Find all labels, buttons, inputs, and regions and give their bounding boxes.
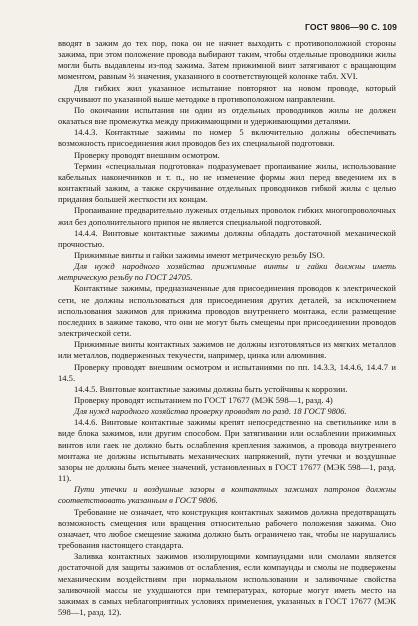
clause-14-4-4: 14.4.4. Винтовые контактные зажимы должны обладать достаточной механической прочностью. xyxy=(58,227,396,249)
document-body xyxy=(58,38,396,618)
paragraph: Контактные зажимы, предназначенные для присоединения проводов к электрической сети, не должны использоваться для присоединения других деталей, за исключением использования зажимов для прижима проводов внутреннего монтажа, если размещение последних в зажиме таково, что они не могут быть смещены при присоединении проводов электрической сети. xyxy=(58,283,396,339)
clause-14-4-5: 14.4.5. Винтовые контактные зажимы должны быть устойчивы к коррозии. xyxy=(74,383,348,394)
paragraph: Требование не означает, что конструкция контактных зажимов должна предотвращать возможность смещения или вращения относительно рабочего положения зажима. Оно означает, что любое смещение зажима должно быть ограничено так, чтобы не нарушались требования настоящего стандарта. xyxy=(58,506,396,551)
paragraph: вводят в зажим до тех пор, пока он не начнет выходить с противоположной стороны зажима, при этом положение провода выбирают таким, чтобы отдельные проводники жилы могли быть выдавлены из-под зажима. Затем прижимной винт затягивают с вращающим моментом, равным ⅔ значения, указанного в соответствующей колонке табл. XVI. xyxy=(58,38,396,82)
italic-note: Пути утечки и воздушные зазоры в контактных зажимах патронов должны соответствовать указанным в ГОСТ 9806. xyxy=(58,484,396,506)
paragraph: Прижимные винты контактных зажимов не должны изготовляться из мягких металлов или металлов, подверженных текучести, например, цинка или алюминия. xyxy=(58,339,396,361)
paragraph: Для гибких жил указанное испытание повторяют на новом проводе, который скручивают по указанной выше методике в противоположном направлении. xyxy=(58,82,396,104)
paragraph: Проверку проводят внешним осмотром и испытаниями по пп. 14.3.3, 14.4.6, 14.4.7 и 14.5. xyxy=(58,361,396,383)
paragraph: Термин «специальная подготовка» подразумевает пропаивание жилы, использование кабельных наконечников и т. п., но не изменение формы жил перед введением их в контактный зажим, а также скручивание отдельных проводников гибкой жилы с целью придания большей жесткости их концам. xyxy=(58,160,396,205)
paragraph: По окончании испытания ни один из отдельных проводников жилы не должен оказаться вне промежутка между прижимающими и удерживающими деталями. xyxy=(58,104,396,127)
clause-14-4-6: 14.4.6. Винтовые контактные зажимы крепят непосредственно на светильнике или в виде блока зажимов, или другим способом. При затягивании или ослаблении прижимных винтов или гаек не должно быть ослабления крепления зажимов, а провода внутреннего монтажа не должны испытывать механических напряжений, пути утечки и воздушные зазоры не должны быть менее значений, установленных в ГОСТ 17677 (МЭК 598—1, разд. 11). xyxy=(58,417,396,484)
paragraph: Проверку проводят внешним осмотром. xyxy=(74,149,220,160)
clause-14-4-3: 14.4.3. Контактные зажимы по номер 5 включительно должны обеспечивать возможность присоединения жил проводов без их специальной подготовки. xyxy=(58,127,396,149)
paragraph: Проверку проводят испытанием по ГОСТ 17677 (МЭК 598—1, разд. 4) xyxy=(74,395,333,405)
paragraph: Пропаивание предварительно луженых отдельных проволок гибких многопроволочных жил без дополнительного припоя не является специальной подготовкой. xyxy=(58,205,396,227)
standard-designation: ГОСТ 9806—90 xyxy=(305,22,369,32)
national-economy-note: Для нужд народного хозяйства прижимные винты и гайки должны иметь метрическую резьбу по ГОСТ 24705. xyxy=(58,261,396,283)
page-number: С. 109 xyxy=(371,22,397,32)
national-economy-note: Для нужд народного хозяйства проверку проводят по разд. 18 ГОСТ 9806. xyxy=(74,406,347,417)
paragraph: Заливка контактных зажимов изолирующими компаундами или смолами является достаточной для защиты зажимов от ослабления, если компаунды и смолы не подвержены механическим воздействиям при нормальном использовании и заливочные свойства заливочной массы не ухудшаются при температурах, которые могут иметь место на зажимах в самых неблагоприятных условиях применения, указанных в ГОСТ 17677 (МЭК 598—1, разд. 12). xyxy=(58,551,396,617)
paragraph: Прижимные винты и гайки зажимы имеют метрическую резьбу ISO. xyxy=(74,249,325,260)
page-header xyxy=(305,22,397,32)
